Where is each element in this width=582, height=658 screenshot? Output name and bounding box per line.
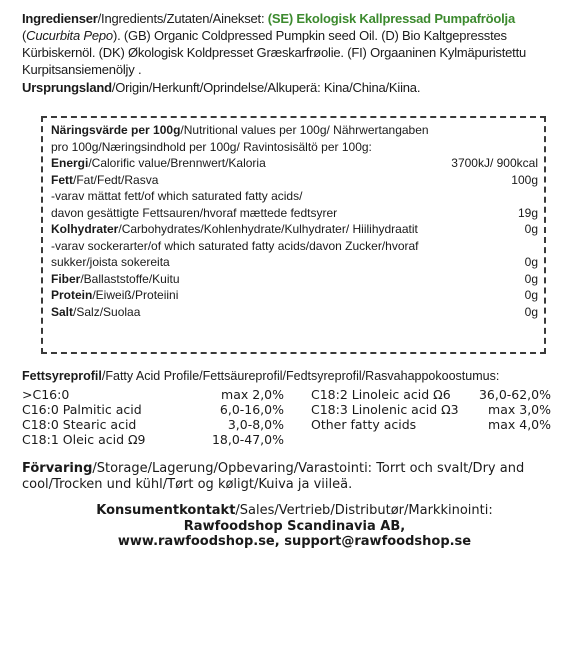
fat-label: Fett bbox=[51, 172, 73, 187]
fatty-acid-value: 6,0-16,0% bbox=[219, 402, 284, 417]
storage-text: /Storage/Lagerung/Opbevaring/Varastointi: Torrt och svalt/Dry and cool/Trocken und kühl/Tørt og køligt/Kuiva ja viileä. bbox=[22, 461, 525, 492]
company-name: Rawfoodshop Scandinavia AB, bbox=[183, 518, 406, 534]
fatty-acid-value: 18,0-47,0% bbox=[211, 432, 284, 447]
fatty-acid-name: C18:1 Oleic acid Ω9 bbox=[22, 432, 146, 447]
fatty-acid-value: max 2,0% bbox=[221, 387, 284, 402]
nutrition-row-carbs bbox=[51, 221, 538, 238]
ingredients-label: Ingredienser bbox=[22, 11, 98, 26]
saturated-value: 19g bbox=[517, 205, 538, 220]
fatty-acid-row bbox=[311, 402, 551, 417]
product-translations: (GB) Organic Coldpressed Pumpkin seed Oil. (D) Bio Kaltgepresstes Kürbiskernöl. (DK) Økologisk Koldpresset Græskarfrøolie. (FI) Orgaaninen Kylmäpuristettu Kurpitsansiemenöljy . bbox=[22, 28, 527, 77]
energy-text: /Calorific value/Brennwert/Kaloria bbox=[88, 156, 266, 170]
nutrition-row-energy bbox=[51, 155, 538, 172]
contact-section bbox=[22, 503, 567, 550]
fatty-acid-row bbox=[22, 402, 284, 417]
fat-text: /Fat/Fedt/Rasva bbox=[73, 172, 159, 187]
fatty-acid-name: >C16:0 bbox=[22, 387, 70, 402]
storage-section bbox=[22, 461, 567, 493]
fatty-acid-row bbox=[311, 387, 551, 402]
protein-text: /Eiweiß/Proteiini bbox=[92, 288, 179, 302]
fiber-value: 0g bbox=[524, 271, 538, 286]
fatty-acid-value: max 4,0% bbox=[488, 417, 551, 432]
fat-value: 100g bbox=[511, 172, 538, 187]
sugar-text: -varav sockerarter/of which saturated fatty acids/davon Zucker/hvoraf sukker/joista sokereita bbox=[51, 238, 419, 269]
nutrition-row-protein bbox=[51, 287, 538, 304]
saturated-text: -varav mättat fett/of which saturated fatty acids/ bbox=[51, 189, 303, 203]
fatty-acid-list-right bbox=[311, 387, 551, 432]
fatty-acid-title-text: /Fatty Acid Profile/Fettsäureprofil/Fedtsyreprofil/Rasvahappokoostumus: bbox=[101, 369, 500, 383]
fatty-acid-name: Other fatty acids bbox=[311, 417, 417, 432]
salt-value: 0g bbox=[524, 304, 538, 319]
fatty-acid-list-left bbox=[22, 387, 284, 447]
fatty-acid-name: C18:0 Stearic acid bbox=[22, 417, 137, 432]
nutrition-header-bold: Näringsvärde per 100g bbox=[51, 123, 181, 137]
nutrition-header bbox=[51, 122, 441, 155]
latin-name: Cucurbita Pepo bbox=[26, 28, 113, 43]
energy-label: Energi bbox=[51, 156, 89, 170]
fatty-acid-value: 36,0-62,0% bbox=[478, 387, 551, 402]
sugar-value: 0g bbox=[524, 255, 538, 269]
protein-label: Protein bbox=[51, 288, 93, 302]
fatty-acid-name: C18:3 Linolenic acid Ω3 bbox=[311, 402, 459, 417]
fatty-acid-name: C16:0 Palmitic acid bbox=[22, 402, 142, 417]
carb-text: /Carbohydrates/Kohlenhydrate/Kulhydrater/ Hiilihydraatit bbox=[118, 222, 418, 236]
carb-label: Kolhydrater bbox=[51, 222, 119, 236]
nutrition-row-salt bbox=[51, 304, 538, 321]
fatty-acid-title-bold: Fettsyreprofil bbox=[22, 369, 102, 383]
ingredients-label-translations: /Ingredients/Zutaten/Ainekset: bbox=[97, 11, 265, 26]
fiber-text: /Ballaststoffe/Kuitu bbox=[80, 271, 180, 286]
origin-label: Ursprungsland bbox=[22, 80, 112, 95]
fatty-acid-value: 3,0-8,0% bbox=[227, 417, 284, 432]
carb-value: 0g bbox=[524, 222, 538, 236]
nutrition-header-text: /Nutritional values per 100g/ Nährwertangaben pro 100g/Næringsindhold per 100g/ Ravintosisältö per 100g: bbox=[51, 123, 429, 154]
nutrition-row-fat bbox=[51, 172, 538, 189]
salt-label: Salt bbox=[51, 304, 74, 319]
nutrition-row-saturated bbox=[51, 205, 538, 222]
nutrition-row-sugar bbox=[51, 238, 538, 271]
origin-line bbox=[22, 79, 567, 96]
fatty-acid-row bbox=[22, 432, 284, 447]
fatty-acid-row bbox=[311, 417, 551, 432]
ingredients-section: Ingredienser/Ingredients/Zutaten/Ainekset: (SE) Ekologisk Kallpressad Pumpafröolja (Cucurbita Pepo). (GB) Organic Coldpressed Pumpkin seed Oil. (D) Bio Kaltgepresstes Kürbiskernöl. (DK) Økologisk Koldpresset Græskarfrøolie. (FI) Orgaaninen Kylmäpuristettu Kurpitsansiemenöljy . Ursprungsland/Origin/Herkunft/Oprindelse/Alkuperä: Kina/China/Kiina. bbox=[22, 10, 567, 96]
fiber-label: Fiber bbox=[51, 271, 81, 286]
storage-label: Förvaring bbox=[22, 461, 93, 476]
fatty-acid-row bbox=[22, 387, 284, 402]
fatty-acid-value: max 3,0% bbox=[488, 402, 551, 417]
saturated-text-2: davon gesättigte Fettsauren/hvoraf mættede fedtsyrer bbox=[51, 205, 338, 220]
product-name: (SE) Ekologisk Kallpressad Pumpafröolja bbox=[267, 11, 515, 26]
contact-label-translations: /Sales/Vertrieb/Distributør/Markkinointi: bbox=[235, 503, 493, 518]
contact-label: Konsumentkontakt bbox=[96, 503, 236, 518]
origin-text: /Origin/Herkunft/Oprindelse/Alkuperä: Kina/China/Kiina. bbox=[111, 80, 421, 95]
fatty-acid-row bbox=[22, 417, 284, 432]
fatty-acid-name: C18:2 Linoleic acid Ω6 bbox=[311, 387, 451, 402]
fatty-acid-title bbox=[22, 368, 567, 384]
energy-value: 3700kJ/ 900kcal bbox=[451, 156, 538, 170]
nutrition-row-fiber bbox=[51, 271, 538, 288]
nutrition-table bbox=[41, 116, 546, 354]
salt-text: /Salz/Suolaa bbox=[73, 304, 141, 319]
contact-heading bbox=[22, 503, 567, 519]
protein-value: 0g bbox=[524, 288, 538, 302]
contact-web: www.rawfoodshop.se, support@rawfoodshop.se bbox=[117, 534, 472, 549]
